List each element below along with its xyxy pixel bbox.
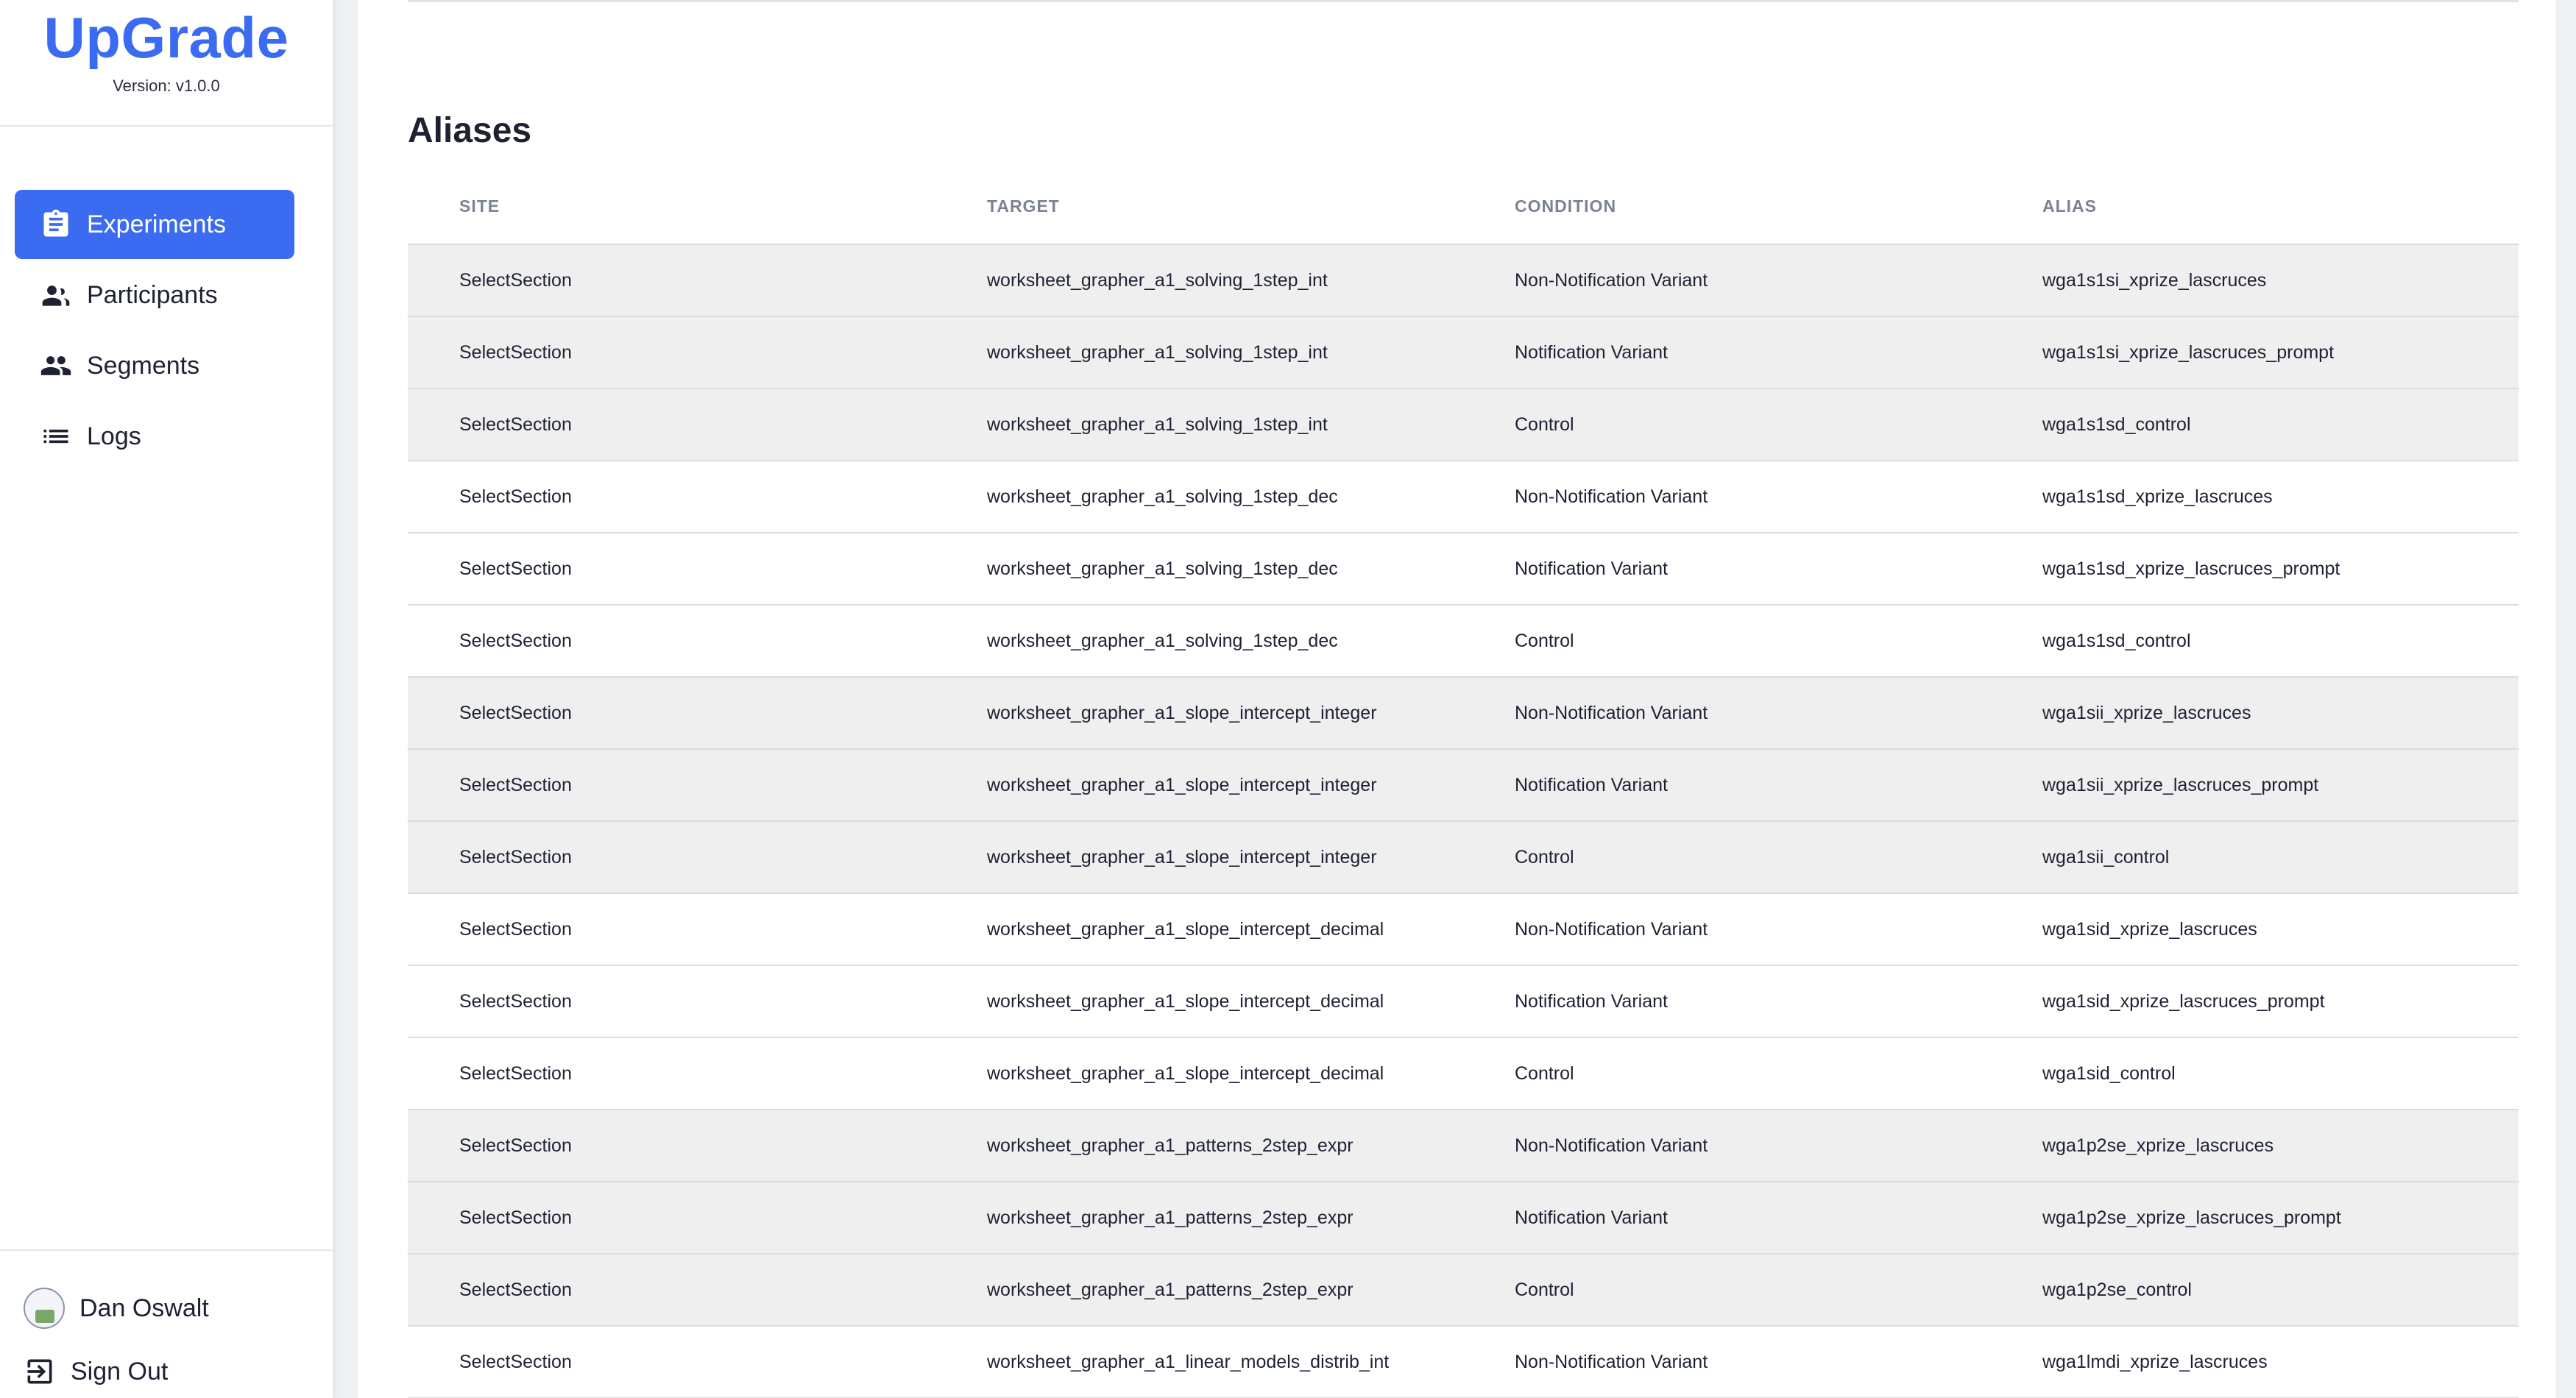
aliases-title: Aliases: [408, 111, 532, 150]
site-cell: SelectSection: [408, 1182, 935, 1254]
list-icon: [40, 420, 72, 453]
main-content: [358, 0, 2555, 1398]
clipboard-icon: [40, 208, 72, 241]
site-cell: SelectSection: [408, 893, 935, 965]
sign-out-icon: [24, 1355, 56, 1388]
condition-cell: Control: [1463, 605, 1991, 677]
table-row[interactable]: [408, 1037, 2519, 1110]
table-row[interactable]: [408, 605, 2519, 677]
alias-cell: wga1sid_xprize_lascruces: [1991, 893, 2519, 965]
table-row[interactable]: [408, 1326, 2519, 1398]
alias-cell: wga1s1sd_control: [1991, 605, 2519, 677]
table-row[interactable]: [408, 1182, 2519, 1254]
condition-cell: Non-Notification Variant: [1463, 1326, 1991, 1398]
target-cell: worksheet_grapher_a1_slope_intercept_integer: [935, 677, 1463, 749]
sidebar: [0, 0, 333, 1398]
target-cell: worksheet_grapher_a1_patterns_2step_expr: [935, 1254, 1463, 1326]
target-cell: worksheet_grapher_a1_slope_intercept_integer: [935, 749, 1463, 821]
version-label: Version: v1.0.0: [113, 77, 220, 95]
condition-cell: Notification Variant: [1463, 316, 1991, 388]
alias-cell: wga1s1si_xprize_lascruces_prompt: [1991, 316, 2519, 388]
sidebar-item-experiments[interactable]: [15, 190, 294, 259]
participants-icon: [40, 279, 72, 311]
site-cell: SelectSection: [408, 533, 935, 605]
site-cell: SelectSection: [408, 244, 935, 316]
site-cell: SelectSection: [408, 316, 935, 388]
site-cell: SelectSection: [408, 1110, 935, 1182]
column-header-target: TARGET: [935, 169, 1463, 244]
target-cell: worksheet_grapher_a1_solving_1step_int: [935, 316, 1463, 388]
sidebar-item-label: Experiments: [87, 210, 226, 238]
aliases-table-container: [408, 169, 2519, 1398]
table-row[interactable]: [408, 244, 2519, 316]
alias-cell: wga1s1sd_xprize_lascruces: [1991, 461, 2519, 533]
alias-cell: wga1sid_xprize_lascruces_prompt: [1991, 965, 2519, 1037]
condition-cell: Notification Variant: [1463, 533, 1991, 605]
target-cell: worksheet_grapher_a1_solving_1step_dec: [935, 461, 1463, 533]
site-cell: SelectSection: [408, 461, 935, 533]
condition-cell: Non-Notification Variant: [1463, 677, 1991, 749]
site-cell: SelectSection: [408, 749, 935, 821]
target-cell: worksheet_grapher_a1_solving_1step_int: [935, 388, 1463, 461]
alias-cell: wga1p2se_control: [1991, 1254, 2519, 1326]
alias-cell: wga1lmdi_xprize_lascruces: [1991, 1326, 2519, 1398]
condition-cell: Non-Notification Variant: [1463, 893, 1991, 965]
table-header-row: [408, 169, 2519, 244]
alias-cell: wga1sii_xprize_lascruces: [1991, 677, 2519, 749]
table-row[interactable]: [408, 461, 2519, 533]
site-cell: SelectSection: [408, 605, 935, 677]
target-cell: worksheet_grapher_a1_slope_intercept_decimal: [935, 893, 1463, 965]
site-cell: SelectSection: [408, 965, 935, 1037]
section-divider: [408, 0, 2519, 2]
alias-cell: wga1p2se_xprize_lascruces_prompt: [1991, 1182, 2519, 1254]
condition-cell: Non-Notification Variant: [1463, 1110, 1991, 1182]
table-row[interactable]: [408, 893, 2519, 965]
condition-cell: Notification Variant: [1463, 965, 1991, 1037]
target-cell: worksheet_grapher_a1_linear_models_distrib_int: [935, 1326, 1463, 1398]
user-name: Dan Oswalt: [79, 1294, 209, 1322]
sidebar-item-segments[interactable]: [15, 331, 294, 400]
alias-cell: wga1s1si_xprize_lascruces: [1991, 244, 2519, 316]
sign-out-label: Sign Out: [71, 1357, 169, 1385]
column-header-condition: CONDITION: [1463, 169, 1991, 244]
alias-cell: wga1s1sd_xprize_lascruces_prompt: [1991, 533, 2519, 605]
table-row[interactable]: [408, 316, 2519, 388]
target-cell: worksheet_grapher_a1_solving_1step_int: [935, 244, 1463, 316]
target-cell: worksheet_grapher_a1_solving_1step_dec: [935, 605, 1463, 677]
column-header-site: SITE: [408, 169, 935, 244]
site-cell: SelectSection: [408, 1254, 935, 1326]
column-header-alias: ALIAS: [1991, 169, 2519, 244]
target-cell: worksheet_grapher_a1_patterns_2step_expr: [935, 1110, 1463, 1182]
brand-header: [0, 0, 333, 127]
site-cell: SelectSection: [408, 821, 935, 893]
brand-logo[interactable]: UpGrade: [43, 5, 289, 70]
user-area: [0, 1249, 333, 1398]
alias-cell: wga1p2se_xprize_lascruces: [1991, 1110, 2519, 1182]
sidebar-nav: [0, 127, 333, 471]
target-cell: worksheet_grapher_a1_patterns_2step_expr: [935, 1182, 1463, 1254]
sign-out-button[interactable]: [0, 1342, 333, 1398]
alias-cell: wga1sid_control: [1991, 1037, 2519, 1110]
target-cell: worksheet_grapher_a1_slope_intercept_integer: [935, 821, 1463, 893]
aliases-table: [408, 169, 2519, 1398]
avatar: [24, 1288, 65, 1329]
site-cell: SelectSection: [408, 388, 935, 461]
table-row[interactable]: [408, 677, 2519, 749]
sidebar-item-label: Participants: [87, 280, 218, 309]
sidebar-item-label: Logs: [87, 422, 141, 450]
table-row[interactable]: [408, 749, 2519, 821]
condition-cell: Notification Variant: [1463, 749, 1991, 821]
alias-cell: wga1sii_control: [1991, 821, 2519, 893]
table-row[interactable]: [408, 965, 2519, 1037]
table-row[interactable]: [408, 388, 2519, 461]
sidebar-item-logs[interactable]: [15, 402, 294, 471]
target-cell: worksheet_grapher_a1_solving_1step_dec: [935, 533, 1463, 605]
condition-cell: Control: [1463, 1254, 1991, 1326]
condition-cell: Non-Notification Variant: [1463, 244, 1991, 316]
table-row[interactable]: [408, 821, 2519, 893]
group-icon: [40, 350, 72, 382]
target-cell: worksheet_grapher_a1_slope_intercept_decimal: [935, 1037, 1463, 1110]
table-row[interactable]: [408, 1110, 2519, 1182]
page-gutter-right: [2555, 0, 2576, 1398]
site-cell: SelectSection: [408, 677, 935, 749]
site-cell: SelectSection: [408, 1326, 935, 1398]
alias-cell: wga1sii_xprize_lascruces_prompt: [1991, 749, 2519, 821]
user-profile[interactable]: [0, 1274, 333, 1342]
condition-cell: Control: [1463, 388, 1991, 461]
condition-cell: Control: [1463, 1037, 1991, 1110]
condition-cell: Non-Notification Variant: [1463, 461, 1991, 533]
table-row[interactable]: [408, 533, 2519, 605]
condition-cell: Notification Variant: [1463, 1182, 1991, 1254]
table-row[interactable]: [408, 1254, 2519, 1326]
sidebar-item-participants[interactable]: [15, 260, 294, 330]
site-cell: SelectSection: [408, 1037, 935, 1110]
page-gutter-left: [333, 0, 358, 1398]
condition-cell: Control: [1463, 821, 1991, 893]
sidebar-item-label: Segments: [87, 351, 200, 380]
target-cell: worksheet_grapher_a1_slope_intercept_decimal: [935, 965, 1463, 1037]
alias-cell: wga1s1sd_control: [1991, 388, 2519, 461]
aliases-table-body: [408, 244, 2519, 1398]
